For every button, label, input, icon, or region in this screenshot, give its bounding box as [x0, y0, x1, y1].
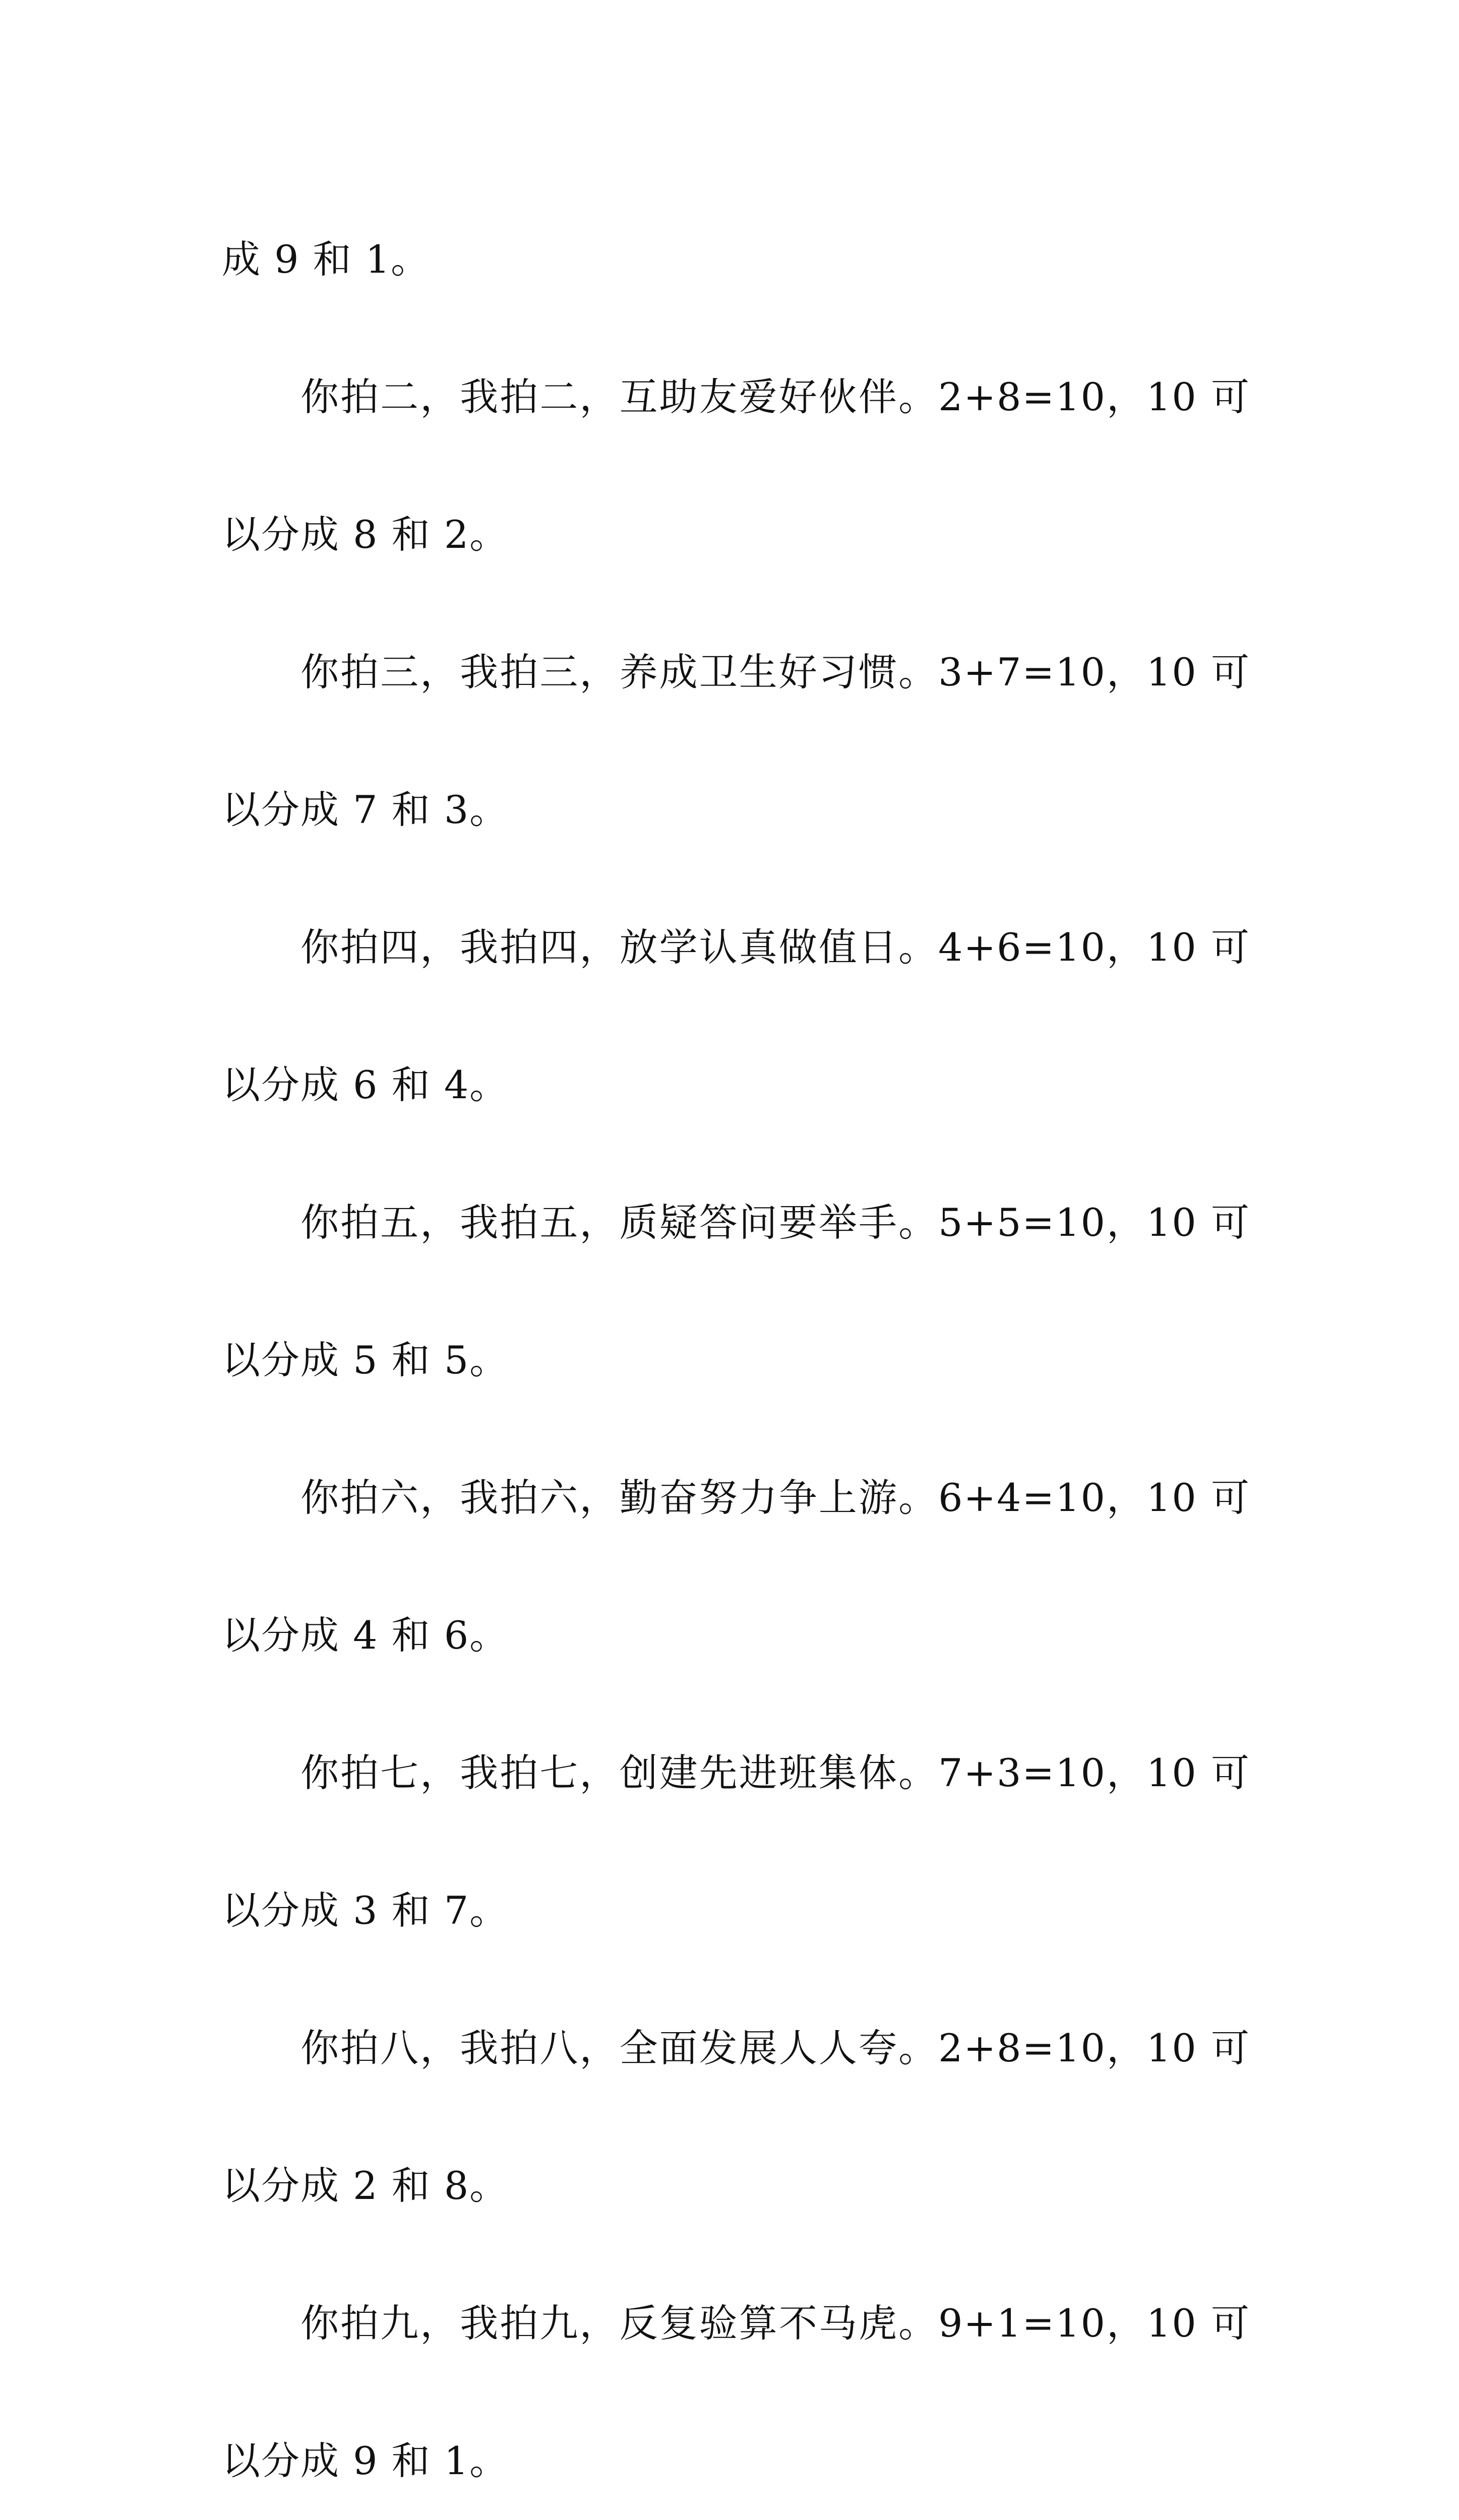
paragraph-clap-two: 你拍二，我拍二，互助友爱好伙伴。2+8=10，10 可以分成 8 和 2。 — [222, 374, 1250, 557]
paragraph-clap-six: 你拍六，我拍六，勤奋努力争上游。6+4=10，10 可以分成 4 和 6。 — [222, 1475, 1250, 1658]
paragraph-clap-eight: 你拍八，我拍八，全面发展人人夸。2+8=10，10 可以分成 2 和 8。 — [222, 2026, 1250, 2208]
document-body — [222, 191, 1250, 2520]
paragraph-clap-five: 你拍五，我拍五，质疑答问要举手。5+5=10，10 可以分成 5 和 5。 — [222, 1200, 1250, 1382]
paragraph-clap-four: 你拍四，我拍四，放学认真做值日。4+6=10，10 可以分成 6 和 4。 — [222, 925, 1250, 1107]
paragraph-clap-nine: 你拍九，我拍九，反复验算不马虎。9+1=10，10 可以分成 9 和 1。 — [222, 2301, 1250, 2483]
paragraph-clap-three: 你拍三，我拍三，养成卫生好习惯。3+7=10，10 可以分成 7 和 3。 — [222, 650, 1250, 832]
paragraph-clap-seven: 你拍七，我拍七，创建先进班集体。7+3=10，10 可以分成 3 和 7。 — [222, 1750, 1250, 1933]
paragraph-continuation: 成 9 和 1。 — [222, 237, 431, 282]
